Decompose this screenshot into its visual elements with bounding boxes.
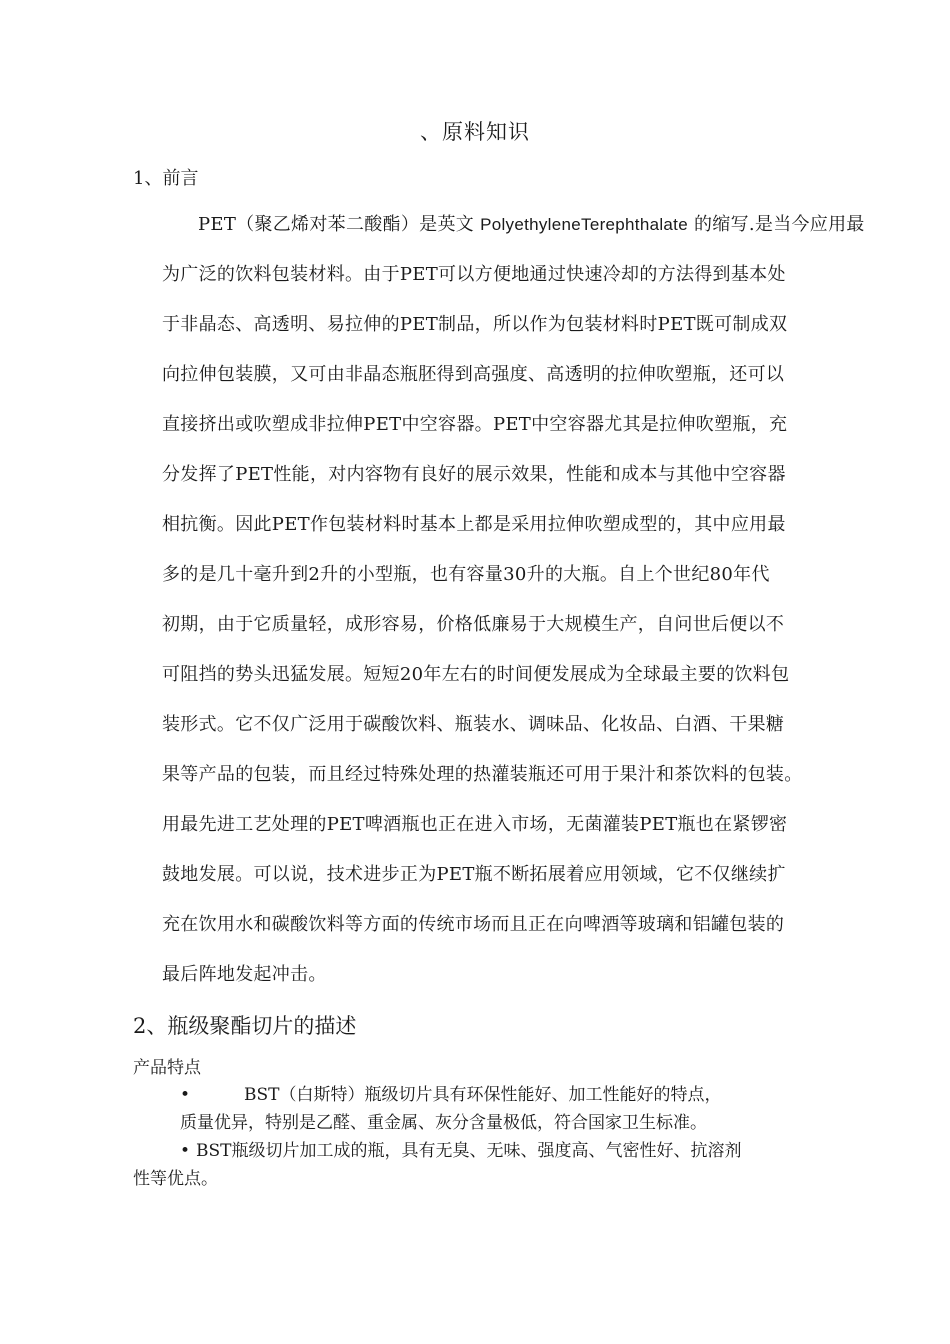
- paragraph-line: 充在饮用水和碳酸饮料等方面的传统市场而且正在向啤酒等玻璃和铝罐包装的: [162, 914, 785, 935]
- paragraph-line: 向拉伸包装膜，又可由非晶态瓶胚得到高强度、高透明的拉伸吹塑瓶，还可以: [162, 364, 785, 385]
- document-title: 、原料知识: [420, 120, 530, 144]
- preface-paragraph: [162, 208, 865, 1008]
- paragraph-line: 于非晶态、高透明、易拉伸的PET制品，所以作为包装材料时PET既可制成双: [162, 314, 788, 335]
- paragraph-line: 为广泛的饮料包装材料。由于PET可以方便地通过快速冷却的方法得到基本处: [162, 264, 786, 285]
- bullet-text-continued: 性等优点。: [133, 1169, 218, 1189]
- bullet-text-continued: 质量优异，特别是乙醛、重金属、灰分含量极低，符合国家卫生标准。: [180, 1113, 707, 1133]
- bullet-marker: •: [180, 1085, 191, 1105]
- subheading-features: 产品特点: [133, 1058, 201, 1078]
- paragraph-line: 最后阵地发起冲击。: [162, 964, 327, 985]
- paragraph-text: PET（聚乙烯对苯二酸酯）是英文: [198, 214, 481, 235]
- paragraph-line: 相抗衡。因此PET作包装材料时基本上都是采用拉伸吹塑成型的，其中应用最: [162, 514, 786, 535]
- section-heading-preface: 1、前言: [133, 168, 199, 189]
- paragraph-line: 直接挤出或吹塑成非拉伸PET中空容器。PET中空容器尤其是拉伸吹塑瓶，充: [162, 414, 788, 435]
- section-heading-description: 2、瓶级聚酯切片的描述: [133, 1014, 357, 1038]
- paragraph-line: 用最先进工艺处理的PET啤酒瓶也正在进入市场，无菌灌装PET瓶也在紧锣密: [162, 814, 788, 835]
- english-term: PolyethyleneTerephthalate: [480, 215, 688, 234]
- paragraph-text: 的缩写.是当今应用最: [687, 214, 865, 235]
- paragraph-line: 果等产品的包装，而且经过特殊处理的热灌装瓶还可用于果汁和茶饮料的包装。: [162, 764, 803, 785]
- bullet-text: BST（白斯特）瓶级切片具有环保性能好、加工性能好的特点，: [244, 1085, 722, 1105]
- bullet-text: BST瓶级切片加工成的瓶，具有无臭、无味、强度高、气密性好、抗溶剂: [196, 1141, 742, 1161]
- paragraph-line: 分发挥了PET性能，对内容物有良好的展示效果，性能和成本与其他中空容器: [162, 464, 786, 485]
- paragraph-line: 多的是几十毫升到2升的小型瓶，也有容量30升的大瓶。自上个世纪80年代: [162, 564, 770, 585]
- paragraph-line: [162, 208, 865, 258]
- paragraph-line: 可阻挡的势头迅猛发展。短短20年左右的时间便发展成为全球最主要的饮料包: [162, 664, 790, 685]
- paragraph-line: 装形式。它不仅广泛用于碳酸饮料、瓶装水、调味品、化妆品、白酒、干果糖: [162, 714, 785, 735]
- bullet-marker: •: [180, 1141, 191, 1161]
- paragraph-line: 初期，由于它质量轻，成形容易，价格低廉易于大规模生产，自问世后便以不: [162, 614, 785, 635]
- paragraph-line: 鼓地发展。可以说，技术进步正为PET瓶不断拓展着应用领域，它不仅继续扩: [162, 864, 786, 885]
